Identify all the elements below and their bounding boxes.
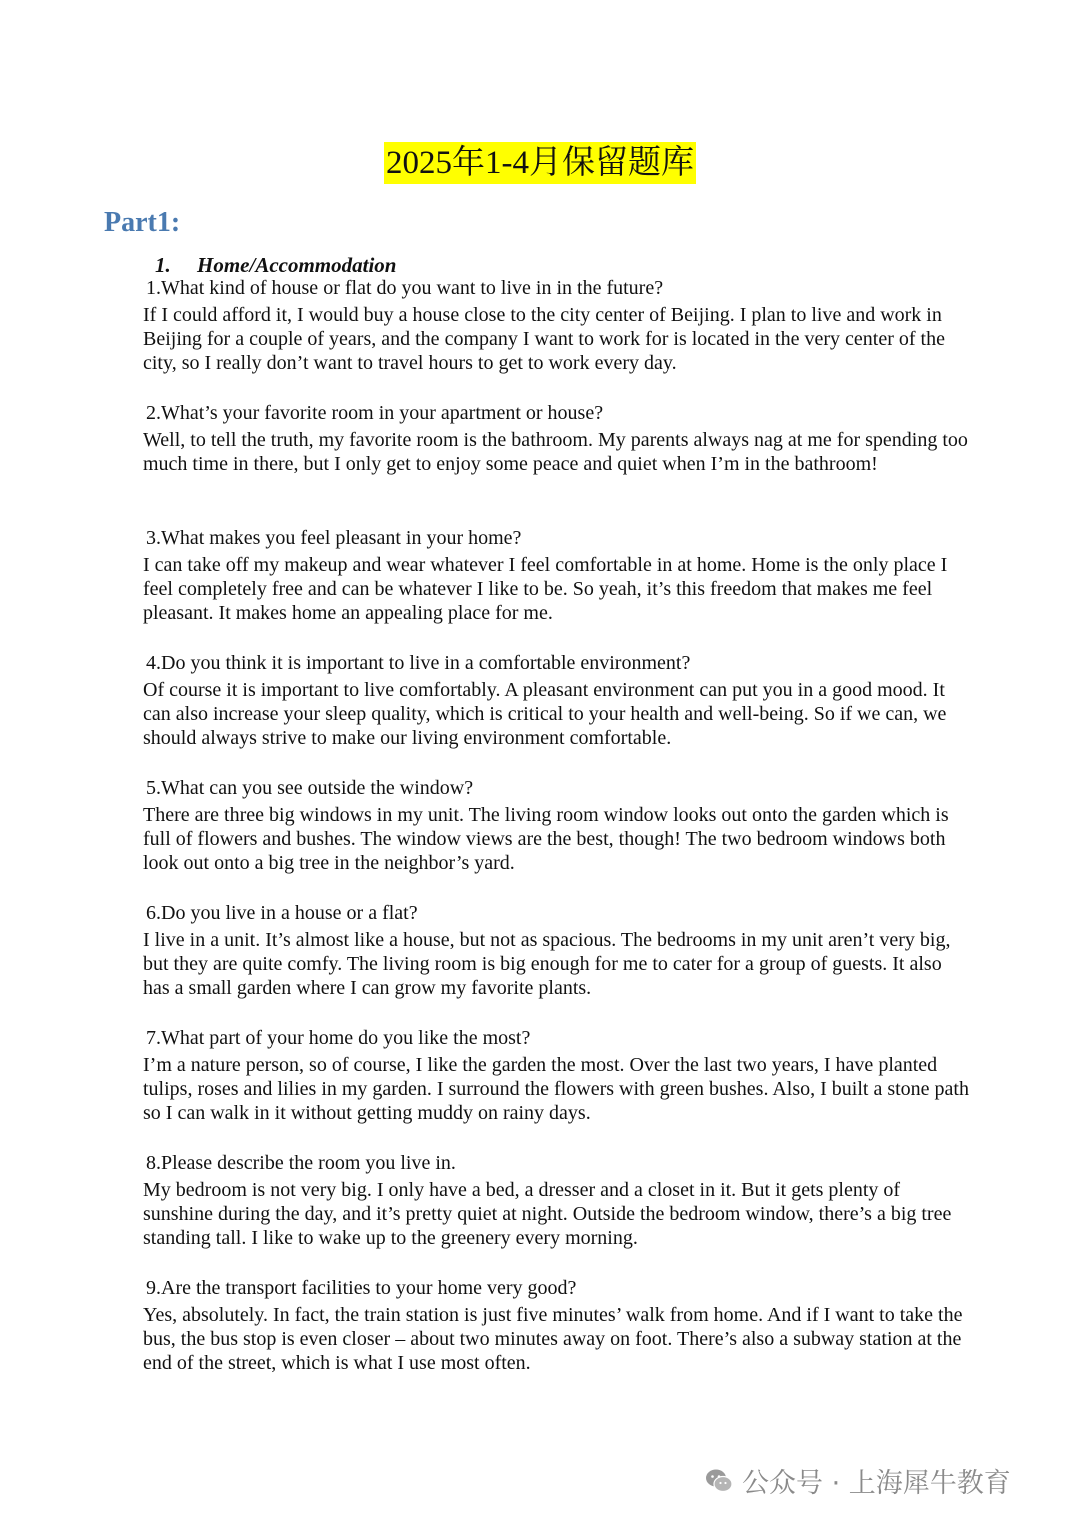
question: 4.Do you think it is important to live in a comfortable environment?: [146, 652, 691, 674]
answer: My bedroom is not very big. I only have a bed, a dresser and a closet in it. But it gets plenty of sunshine during the day, and it’s pretty quiet at night. Outside the bedroom window, there’s a big tree standing tall. I like to wake up to the greenery every morning.: [143, 1179, 952, 1249]
qa-item: [143, 651, 973, 776]
watermark: [704, 1461, 1011, 1500]
qa-list: [143, 276, 973, 1401]
qa-item: [143, 401, 973, 526]
page-title-wrap: [0, 142, 1080, 184]
question: 3.What makes you feel pleasant in your home?: [146, 527, 522, 549]
topic-name: Home/Accommodation: [197, 253, 397, 277]
answer: Well, to tell the truth, my favorite room is the bathroom. My parents always nag at me for spending too much time in there, but I only get to enjoy some peace and quiet when I’m in the bathroom!: [143, 429, 968, 475]
question: 2.What’s your favorite room in your apartment or house?: [146, 402, 604, 424]
part-heading: Part1:: [104, 207, 181, 238]
answer: There are three big windows in my unit. The living room window looks out onto the garden which is full of flowers and bushes. The window views are the best, though! The two bedroom windows both look out onto a big tree in the neighbor’s yard.: [143, 804, 949, 874]
question: 7.What part of your home do you like the most?: [146, 1027, 531, 1049]
topic-heading: [155, 251, 397, 279]
qa-item: [143, 1151, 973, 1276]
qa-item: [143, 1026, 973, 1151]
watermark-text: 公众号 · 上海犀牛教育: [742, 1468, 1011, 1499]
qa-item: [143, 526, 973, 651]
page-title: 2025年1-4月保留题库: [384, 142, 696, 184]
question: 8.Please describe the room you live in.: [146, 1152, 456, 1174]
question: 6.Do you live in a house or a flat?: [146, 902, 418, 924]
qa-item: [143, 1276, 973, 1401]
question: 1.What kind of house or flat do you want to live in in the future?: [146, 277, 664, 299]
answer: I live in a unit. It’s almost like a house, but not as spacious. The bedrooms in my unit aren’t very big, but they are quite comfy. The living room is big enough for me to cater for a group of guests. It also has a small garden where I can grow my favorite plants.: [143, 929, 951, 999]
answer: Yes, absolutely. In fact, the train station is just five minutes’ walk from home. And if I want to take the bus, the bus stop is even closer – about two minutes away on foot. There’s also a subway station at the end of the street, which is what I use most often.: [143, 1304, 963, 1374]
qa-item: [143, 276, 973, 401]
topic-number: 1.: [155, 253, 171, 277]
answer: I can take off my makeup and wear whatever I feel comfortable in at home. Home is the only place I feel completely free and can be whatever I like to be. So yeah, it’s this freedom that makes me feel pleasant. It makes home an appealing place for me.: [143, 554, 948, 624]
question: 9.Are the transport facilities to your home very good?: [146, 1277, 577, 1299]
wechat-icon: [704, 1466, 734, 1496]
answer: If I could afford it, I would buy a house close to the city center of Beijing. I plan to live and work in Beijing for a couple of years, and the company I want to work for is located in the very center of the city, so I really don’t want to travel hours to get to work every day.: [143, 304, 945, 374]
qa-item: [143, 901, 973, 1026]
answer: Of course it is important to live comfortably. A pleasant environment can put you in a good mood. It can also increase your sleep quality, which is critical to your health and well-being. So if we can, we should always strive to make our living environment comfortable.: [143, 679, 947, 749]
qa-item: [143, 776, 973, 901]
answer: I’m a nature person, so of course, I like the garden the most. Over the last two years, I have planted tulips, roses and lilies in my garden. I surround the flowers with green bushes. Also, I built a stone path so I can walk in it without getting muddy on rainy days.: [143, 1054, 969, 1124]
question: 5.What can you see outside the window?: [146, 777, 474, 799]
